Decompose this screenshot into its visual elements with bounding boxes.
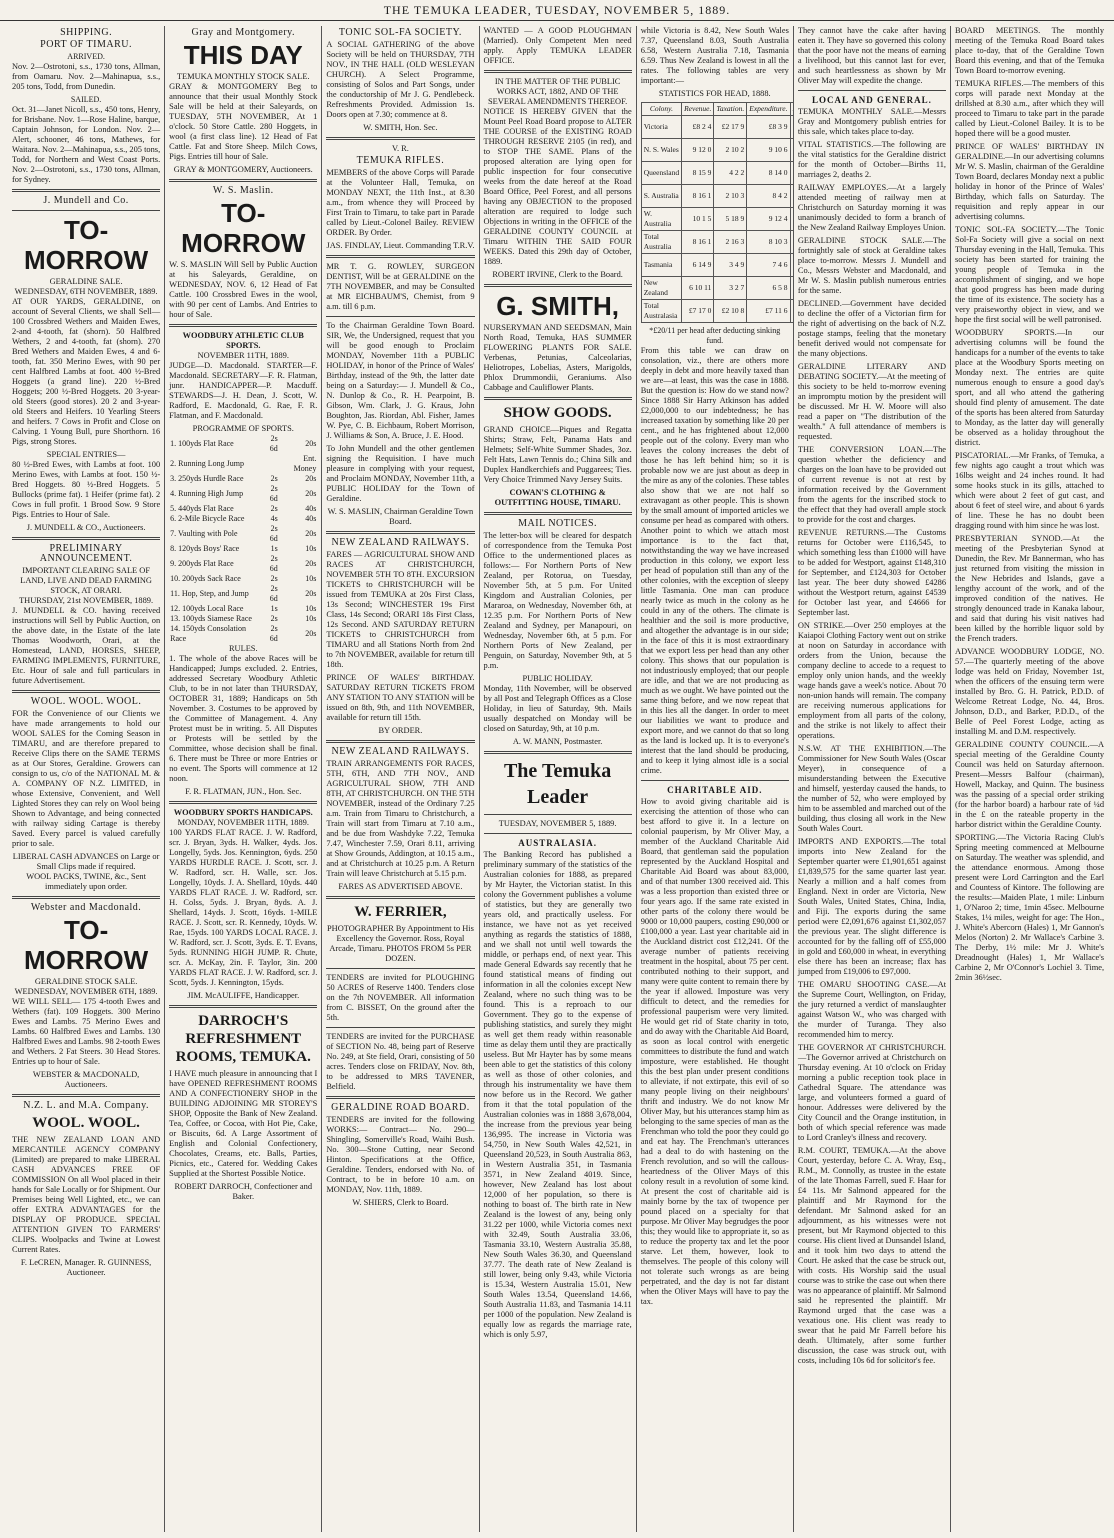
news-item: PRESBYTERIAN SYNOD.—At the meeting of the Presbyterian Synod at Dunedin, the Rev. Mr Bannerman, who has just returned from visiting the mission in the New Hebrides and Islands, gave a lengthy account of the work, and of the improved condition of the natives. He strongly denounced trade in Kanaka labour, and said that during his visit natives had been killed by the horrible liquor sold by the French traders. xyxy=(955,534,1105,643)
clearing-sale-title: IMPORTANT CLEARING SALE OF LAND, LIVE AND DEAD FARMING STOCK, AT ORARI. xyxy=(20,566,152,595)
statistics-cell: £7 17 0 xyxy=(682,300,714,323)
statistics-row xyxy=(641,231,794,254)
statistics-cell: Total Australia xyxy=(641,231,681,254)
programme-cell: 4s xyxy=(270,514,278,523)
local-item: RAILWAY EMPLOYES.—At a largely attended meeting of railway men at Christchurch on Saturday morning it was unanimously decided to form a branch of the New Zealand Railway Employes Union. xyxy=(797,183,947,232)
nzla-heading: N.Z. L. and M.A. Company. xyxy=(23,1100,149,1111)
columns xyxy=(8,26,1108,1532)
statistics-cell: 8 14 0 xyxy=(747,162,790,185)
geraldine-sale-date: WEDNESDAY, 6TH NOVEMBER, 1889. xyxy=(14,287,158,296)
statistics-cell: 8 16 1 xyxy=(682,231,714,254)
maslin-heading: W. S. Maslin. xyxy=(212,185,274,196)
proclamation-signature: W. S. MASLIN, Chairman Geraldine Town Board. xyxy=(327,507,474,526)
holiday-heading: PUBLIC HOLIDAY. xyxy=(522,674,593,683)
statistics-cell: 5 18 9 xyxy=(714,208,747,231)
fares-notice: FARES AS ADVERTISED ABOVE. xyxy=(338,882,463,891)
programme-cell: 20s xyxy=(305,559,317,568)
programme-cell: 2s xyxy=(270,614,278,623)
holiday-text: Monday, 11th November, will be observed by all Post and Telegraph Offices as a Close Holiday, in lieu of Saturday, 9th. Mails usually despatched on Monday will be closed on Saturday, 9th, at 10 p.m. xyxy=(483,684,632,733)
news-item: TEMUKA RIFLES.—The members of this corps will parade next Monday at the drillshed at 8.30 a.m., after which they will proceed to Timaru to take part in the parade called by Lieut.-Colonel Bailey. It is to be hoped there will be a good muster. xyxy=(955,79,1105,138)
webster-sale-text: WE WILL SELL— 175 4-tooth Ewes and Wethers (fat). 109 Hoggets. 300 Merino Ewes and Lambs. 75 Merino Ewes and Lambs. 60 Halfbred Ewes and Lambs. 130 Halfbred Ewes and Lambs. 98 2-tooth Ewes and Wethers. 2 Fat Steers. 30 Head Stores. Entries up to hour of Sale. xyxy=(12,997,161,1066)
statistics-cell: £2 10 8 xyxy=(714,300,747,323)
column-3 xyxy=(322,26,479,1532)
statistics-cell: Victoria xyxy=(641,116,681,139)
woodbury-date: NOVEMBER 11TH, 1889. xyxy=(197,351,289,360)
rifles-heading: TEMUKA RIFLES. xyxy=(356,155,445,166)
programme-cell: 20s xyxy=(305,489,317,498)
sailed-heading: SAILED. xyxy=(70,95,102,104)
wool-packs: WOOL PACKS, TWINE, &c., Sent immediately upon order. xyxy=(26,872,146,891)
programme-row xyxy=(169,524,317,544)
liberal-advances: LIBERAL CASH ADVANCES on Large or Small Clips made if required. xyxy=(12,852,160,871)
paper-nameplate: The Temuka Leader xyxy=(503,760,612,808)
prelim-heading: PRELIMINARY ANNOUNCEMENT. xyxy=(39,543,133,564)
statistics-cell: 2 16 3 xyxy=(714,231,747,254)
webster-signature: WEBSTER & MACDONALD, Auctioneers. xyxy=(32,1070,140,1089)
statistics-row xyxy=(641,254,794,277)
handicaps-date: MONDAY, NOVEMBER 11TH, 1889. xyxy=(177,818,309,827)
programme-row xyxy=(169,614,317,624)
show-goods-heading: SHOW GOODS. xyxy=(503,405,612,421)
board-meetings-heading: BOARD MEETINGS. xyxy=(955,26,1041,35)
statistics-caption: STATISTICS FOR HEAD, 1888. xyxy=(658,89,771,98)
programme-cell: 10. 200yds Sack Race xyxy=(170,574,241,583)
statistics-cell: 9 10 6 xyxy=(747,139,790,162)
statistics-cell: 9 12 4 xyxy=(747,208,790,231)
wool-wool-title: WOOL. WOOL. xyxy=(32,1115,140,1131)
local-item: DECLINED.—Government have decided to decline the offer of a Victorian firm for the right of advertising on the back of N.Z. postage stamps, feeling that the monetary benefit derived would not compensate for the many objections. xyxy=(797,299,947,358)
tender-ploughing: TENDERS are invited for PLOUGHING 50 ACRES of Reserve 1400. Tenders close on the 7th NOVEMBER. All information from C. BISSET, On the ground after the 5th. xyxy=(326,973,475,1022)
prince-tickets-text: PRINCE OF WALES' BIRTHDAY. SATURDAY RETURN TICKETS FROM ANY STATION TO ANY STATION will be issued on 8th, 9th, and 11th NOVEMBER, available for return till 15th. xyxy=(326,673,475,722)
column-6 xyxy=(794,26,951,1532)
programme-cell: 2s 6d xyxy=(269,584,278,603)
rules-heading: RULES. xyxy=(228,644,258,653)
webster-tomorrow-title: TO-MORROW xyxy=(23,915,149,975)
statistics-row xyxy=(641,208,794,231)
handicapper-signature: JIM. McAULIFFE, Handicapper. xyxy=(187,991,300,1000)
mail-text: The letter-box will be cleared for despatch of correspondence from the Temuka Post Office to the undermentioned places as follows:— For Northern Ports of New Zealand, per Rotorua, on Tuesday, November 5th, at 5 p.m. For United Kingdom and Australian Colonies, per Mararoa, on Wednesday, November 6th, at 12.35 p.m. For Northern Ports of New Zealand and Sydney, per Manapouri, on Wednesday, November 6th, at 5 p.m. For Northern Ports of New Zealand, per Penguin, on Saturday, November 9th, at 5 p.m. xyxy=(483,531,632,670)
local-item: THE GOVERNOR AT CHRISTCHURCH.—The Governor arrived at Christchurch on Thursday evening. At 10 o'clock on Friday morning a public reception took place in Cathedral Square. The attendance was large, and volunteers formed a guard of honour. Addresses were delivered by the City Council and the Orange institution, in both of which special reference was made to Lord Cranley's illness and recovery. xyxy=(797,1043,947,1142)
gm-signature: GRAY & MONTGOMERY, Auctioneers. xyxy=(173,165,313,174)
arrived-heading: ARRIVED. xyxy=(67,52,105,61)
local-general-heading: LOCAL AND GENERAL. xyxy=(812,95,932,105)
column-4 xyxy=(480,26,637,1532)
programme-heading: PROGRAMME OF SPORTS. xyxy=(192,424,294,433)
proclamation: To John Mundell and the other gentlemen signing the Requisition. I have much pleasure in complying with your request, and Proclaim MONDAY, November 11th, a PUBLIC HOLIDAY for the Town of Geraldine. xyxy=(326,444,475,503)
public-works-heading: IN THE MATTER OF THE PUBLIC WORKS ACT, 1882, AND OF THE SEVERAL AMENDMENTS THEREOF. xyxy=(488,77,628,106)
programme-cell: 20s xyxy=(305,439,317,448)
statistics-cell: 8 15 9 xyxy=(682,162,714,185)
column-2 xyxy=(165,26,322,1532)
programme-cell: 1. 100yds Flat Race xyxy=(170,439,234,448)
darroch-heading: DARROCH'S REFRESHMENT ROOMS, TEMUKA. xyxy=(175,1013,311,1065)
tonic-signature: W. SMITH, Hon. Sec. xyxy=(363,123,438,132)
statistics-row xyxy=(641,116,794,139)
darroch-text: I HAVE much pleasure in announcing that I have OPENED REFRESHMENT ROOMS AND A CONFECTIONERY SHOP in the BUILDING ADJOINING MR STOREY'S SHOP, Opposite the Bank of New Zealand. Tea, Coffee, or Cocoa, with Hot Pie, Cake, or Biscuits, 6d. A Large Assortment of English and Colonial Confectionery, Chocolates, Creams, etc. Balls, Parties, Picnics, etc., Catered for. Wedding Cakes Supplied at the Shortest Possible Notice. xyxy=(169,1069,318,1178)
statistics-row xyxy=(641,185,794,208)
geraldine-sale-title: GERALDINE SALE. xyxy=(49,277,123,286)
programme-cell: 3. 250yds Hurdle Race xyxy=(170,474,244,483)
local-items xyxy=(798,107,946,1366)
statistics-cell: 4 2 2 xyxy=(714,162,747,185)
rifles-vr: V. R. xyxy=(392,144,409,153)
column-5 xyxy=(637,26,794,1532)
rifles-text: MEMBERS of the above Corps will Parade at the Volunteer Hall, Temuka, on MONDAY NEXT, the 11th Inst., at 8.30 a.m., from whence they will Proceed by First Train to Timaru, to take part in Parade called by Lieut.-Colonel Bailey. REVIEW ORDER. By Order. xyxy=(326,168,475,237)
statistics-cell: Queensland xyxy=(641,162,681,185)
road-board-heading: GERALDINE ROAD BOARD. xyxy=(331,1102,470,1113)
woodbury-officials: JUDGE—D. Macdonald. STARTER—F. Macdonald. SECRETARY—F. R. Flatman, junr. HANDICAPPER—P. Macduff. STEWARDS—J. H. Dean, J. Scott, W. Radford, E. Macdonald, G. Rae, F. R. Flatman, and F. Macdonald. xyxy=(169,361,318,420)
programme-row xyxy=(169,554,317,574)
statistics-header: Colony. xyxy=(641,103,681,116)
news-item: SPORTING.—The Victoria Racing Club's Spring meeting commenced at Melbourne on Saturday. The weather was splendid, and the attendance enormous. Among those present were Lord Carrington and the Earl and Countess of Kintore. The following are the results:—Maiden Plate, 1 mile: Linburn 1, O'Naroo 2; time, 1min 45sec. Melbourne Stakes, 1¼ miles, weight for age: The Hon., J. White's Abercorn (Hales) 1, Mr Gannon's Melos (Norton) 2. Mr Wallace's Carbine 3. The Derby, 1½ mile: Mr J. White's Dreadnought (Hales) 1, Mr Wallace's Carbine 2, Mr O'Connor's Lochiel 3. Time, 2min 36½sec. xyxy=(955,833,1105,982)
column-1 xyxy=(8,26,165,1532)
local-item: R.M. COURT, TEMUKA.—At the above Court, yesterday, before C. A. Wray, Esq., R.M., M. Connolly, as trustee in the estate of the late Thomas Farrell, sued F. Haar for £4 11s. Mr Salmond appeared for the plaintiff and Mr Raymond for the defendant. Mr Salmond asked for an adjournment, as his witnesses were not present, but Mr Raymond objected to this course. His client lived at Dunsandel Island, and it took him two days to attend the Court. He asked that the case be struck out, with costs. His Worship said the usual course was to strike the case out when there was no appearance of plaintiff. Mr Salmond said he represented the plaintiff. Mr Raymond urged that the case was a vexatious one. His client was ready to swear that he paid Mr Farrell before his death. Ultimately, after some further discussion, the case was struck out, with costs, including 10s 6d for solicitor's fee. xyxy=(797,1146,947,1365)
local-item: GERALDINE LITERARY AND DEBATING SOCIETY.—At the meeting of this society to be held to-morrow evening an impromptu motion by the president will be discussed. Mr H. W. Moore will also read a paper on "The distribution of the wealth." A full attendance of members is requested. xyxy=(797,362,947,441)
statistics-cell: £8 2 4 xyxy=(682,116,714,139)
statistics-cell: N. S. Wales xyxy=(641,139,681,162)
tender-section: TENDERS are invited for the PURCHASE of SECTION No. 48, being part of Reserve No. 249, at Ste field, Orari, consisting of 50 acres. Tenders close on FRIDAY, Nov. 8th, to be addressed to MRS TAVENER, Belfield. xyxy=(326,1032,475,1091)
programme-row xyxy=(169,624,317,644)
programme-cell: 1s xyxy=(270,604,278,613)
tomorrow-title: TO-MORROW xyxy=(23,215,149,275)
programme-cell: 14. 150yds Consolation Race xyxy=(170,624,246,643)
local-item: VITAL STATISTICS.—The following are the vital statistics for the Geraldine district for the month of October—Births 11, marriages 2, deaths 2. xyxy=(797,140,947,179)
ferrier-heading: W. FERRIER, xyxy=(354,904,447,920)
handicaps-text: 100 YARDS FLAT RACE. J. W. Radford, scr. J. Bryan, 3yds. H. Walker, 4yds. Jos. Longelly, 5yds. Jos. Kennington, 6yds. 250 YARDS HURDLE RACE. J. Scott, scr. J. W. Radford, scr. H. Walle, scr. Jos. Longelly, 10yds. J. A. Shellard, 10yds. 440 YARDS FLAT RACE. J. W. Radford, scr. H. Colss, 5yds. J. Bryan, 8yds. A. J. Shellard, 14yds. J. Scott, 16yds. 1-MILE RACE. J. Scott, scr. R. Kennedy, 10yds. W. Rae, 15yds. 100 YARDS LOCAL RACE. J. W. Radford, scr. J. Scott, 3yds. E. T. Evans, 5yds. RUNNING HIGH JUMP. R. Chute, scr. A. McKay, 2in. F. Taylor, 3in. 200 YARDS FLAT RACE. J. W. Radford, scr. J. Scott, 5yds. J. Kennington, 15yds. xyxy=(169,828,318,987)
maslin-tomorrow-title: TO-MORROW xyxy=(181,198,306,258)
special-entries-heading: SPECIAL ENTRIES— xyxy=(46,450,126,459)
local-item: THE OMARU SHOOTING CASE.—At the Supreme Court, Wellington, on Friday, the jury returned a verdict of manslaughter against Watson W., who was charged with the murder of Turanga. They also recommended him to mercy. xyxy=(797,980,947,1039)
local-item: GERALDINE STOCK SALE.—The fortnightly sale of stock at Geraldine takes place to-morrow. Messrs J. Mundell and Co., Messrs Webster and Macdonald, and Mr W. S. Maslin publish numerous entries for the same. xyxy=(797,236,947,295)
wool-heading: WOOL. WOOL. WOOL. xyxy=(30,696,142,707)
webster-sale-date: WEDNESDAY, NOVEMBER 6TH, 1889. xyxy=(14,987,158,996)
programme-cell: 20s xyxy=(305,589,317,598)
programme-cell: 10s xyxy=(305,614,317,623)
programme-cell: 13. 100yds Siamese Race xyxy=(170,614,252,623)
statistics-cell: 8 16 1 xyxy=(682,185,714,208)
tonic-text: A SOCIAL GATHERING of the above Society will be held on THURSDAY, 7TH NOV., IN THE HALL (OLD WESLEYAN CHURCH). A Select Programme, consisting of Solos and Part Songs, under the conductorship of Mr J. G. Pendlebeck. Refreshments Provided. Admission 1s. Doors open at 7.30; commence at 8. xyxy=(326,40,475,119)
programme-row xyxy=(169,454,317,474)
local-item: THE CONVERSION LOAN.—The question whether the deficiency and charges on the loan have to be provided out of current revenue is not at rest by information received by the Government from the agents for the inscribed stock to the effect that they had overall ample stock to provide for the cost and charges. xyxy=(797,445,947,524)
programme-cell: 2s xyxy=(270,504,278,513)
road-board-text: TENDERS are invited for the following WORKS:— Contract— No. 290—Shingling, Somerville's Road, Waihi Bush. No. 300—Stone Cutting, near Second Hinton. Specifications at the Office, Geraldine. Tenders, endorsed with No. of Contract, to be in before 10 a.m. on MONDAY, Nov. 11th, 1889. xyxy=(326,1115,475,1194)
railways2-heading: NEW ZEALAND RAILWAYS. xyxy=(331,746,470,757)
programme-cell: 12. 100yds Local Race xyxy=(170,604,244,613)
monthly-sale-title: TEMUKA MONTHLY STOCK SALE. xyxy=(176,72,310,81)
gm-heading: Gray and Montgomery. xyxy=(191,27,295,38)
by-order: BY ORDER. xyxy=(378,726,423,735)
news-item: TONIC SOL-FA SOCIETY.—The Tonic Sol-Fa Society will give a social on next Thursday evening in the Hall, Temuka. This society has been started for training the young people of Temuka in the accomplishment of singing, and we hope that good progress has been made during the time of its existence. The society has a very praiseworthy object in view, and we hope the first social will be well patronised. xyxy=(955,225,1105,324)
programme-row xyxy=(169,504,317,514)
webster-sale-title: GERALDINE STOCK SALE. xyxy=(34,977,138,986)
this-day-title: THIS DAY xyxy=(183,40,303,70)
wool-text: FOR the Convenience of our Clients we have made arrangements to hold our WOOL SALES for the Coming Season in TIMARU, and are therefore prepared to Receive Clips there on the SAME TERMS as at Our Stores, Geraldine. Growers can consign to us, c/o of the NATIONAL M. & A. COMPANY OF N.Z. LIMITED, in whose Extensive, Convenient, and Well Lighted Stores they can rely on Wool being Shown to Advantage, and being connected with railway siding Cartage is thereby Saved. Every parcel is valued carefully prior to sale. xyxy=(12,709,161,848)
statistics-header: Taxation. xyxy=(714,103,747,116)
darroch-signature: ROBERT DARROCH, Confectioner and Baker. xyxy=(174,1182,313,1201)
show-goods-text: GRAND CHOICE—Piques and Regatta Shirts; Straw, Felt, Panama Hats and Helmets; Self-White Summer Shades, 3oz. Felt Hats, Lawn Tennis do.; China Silk and Duplex Handkerchiefs and Puggarees; Ties. Very Choice Trimmed Navy Jersey Suits. xyxy=(483,425,632,484)
programme-cell: 2s 6d xyxy=(269,434,278,453)
smith-heading: G. SMITH, xyxy=(496,291,619,321)
webster-heading: Webster and Macdonald. xyxy=(30,902,142,913)
paper-date: TUESDAY, NOVEMBER 5, 1889. xyxy=(498,819,617,828)
col7-items xyxy=(955,79,1104,983)
programme-row xyxy=(169,514,317,524)
programme-cell: 2s 6d xyxy=(269,484,278,503)
programme-row xyxy=(169,544,317,554)
statistics-cell: Tasmania xyxy=(641,254,681,277)
programme-cell: Ent. Money xyxy=(293,454,317,473)
nzla-signature: F. LeCREN, Manager. R. GUINNESS, Auctioneer. xyxy=(20,1258,152,1277)
programme-cell: 4. Running High Jump xyxy=(170,489,244,498)
statistics-cell: 7 4 6 xyxy=(747,254,790,277)
programme-cell: 7. Vaulting with Pole xyxy=(170,529,238,538)
local-item: REVENUE RETURNS.—The Customs returns for October were £116,545, to which something less than £1000 will have to be added for Westport, against £148,310 for September, and £124,303 for October last year. The beer duty showed £4286 without the Westport return, against £4539 for October last year, and £4666 for September last. xyxy=(797,528,947,617)
programme-row xyxy=(169,474,317,484)
mundell-heading: J. Mundell and Co. xyxy=(43,195,129,206)
statistics-cell: £8 3 9 xyxy=(747,116,790,139)
programme-row xyxy=(169,584,317,604)
statistics-cell: 10 1 5 xyxy=(682,208,714,231)
statistics-cell: 3 2 7 xyxy=(714,277,747,300)
programme-cell: 2s 6d xyxy=(269,554,278,573)
cowan-name: COWAN'S CLOTHING & OUTFITTING HOUSE, TIMARU. xyxy=(494,488,621,507)
programme-cell: 2s 6d xyxy=(269,624,278,643)
statistics-row xyxy=(641,139,794,162)
tonic-heading: TONIC SOL-FA SOCIETY. xyxy=(338,27,462,38)
statistics-cell: 6 10 11 xyxy=(682,277,714,300)
ferrier-text: PHOTOGRAPHER By Appointment to His Excellency the Governor. Ross, Royal Arcade, Timaru. PHOTOS FROM 5s PER DOZEN. xyxy=(326,924,474,963)
holiday-signature: A. W. MANN, Postmaster. xyxy=(512,737,603,746)
mundell-signature: J. MUNDELL & CO., Auctioneers. xyxy=(26,523,146,532)
statistics-cell: 3 4 9 xyxy=(714,254,747,277)
public-works-text: NOTICE IS HEREBY GIVEN that the Mount Peel Road Board propose to ALTER THE COURSE of the EXISTING ROAD THROUGH RESERVE 2105 (in red), and to STOP THE SAME. Plans of the proposed alteration are lying open for public inspection for four consecutive weeks from the date hereof at the Road Board Office, Peel Forest, and all persons having any OBJECTION to the proposed alteration are required to lodge such Objections in writing in the OFFICE of the GERALDINE COUNTY COUNCIL at Timaru WITHIN THE SAID FOUR WEEKS. Dated this 29th day of October, 1889. xyxy=(483,107,632,266)
board-meetings-body: The monthly meeting of the Temuka Road Board takes place to-day, that of the Geraldine Town Board this evening, and that of the Temuka Town Board to-morrow evening. xyxy=(955,26,1105,75)
statistics-commentary: From this table we can draw on consolation, viz., there are others more deeply in debt and more heavily taxed than we are—at least, this was the case in 1888. But the question is: How do we stand now? Since 1888 Sir Harry Atkinson has added £2,000,000 to our indebtedness; he has increased taxation by something like 20 per cent., and he has frightened about 12,000 people out of the colony. Every man who leaves the colony increases the debt of those he has left behind him; so it is probable now we are just about as deep in the mire as any of the colonies. These tables also show that we are not half so extravagant as other people. This is shown by the small amount of imported articles we consume per head as compared with others. Another point to which we attach most importance is to the fact that, notwithstanding the way we have increased production in this colony, we export less per head of population still than any of the other colonies, with the exception of sleepy little Tasmania. One man can produce nearly twice as much in the colony as he could in any of the others. The climate is healthier and the soil is more productive, and altogether the advantage is in our side; in the face of this it is most extraordinary that we export less per head than any other colony. This shows that our population is not industriously employed; that our people are idle, and that we are not producing as much as we ought. We have pointed out the same thing before, and we now repeat that in this lies all the danger. In order to meet our liabilities we want to produce and export more, and we cannot do that so long as the land is locked up. It is to everyone's interest that the land should be producing, and to keep it lying almost idle is a social crime. xyxy=(640,346,789,775)
news-item: PISCATORIAL.—Mr Franks, of Temuka, a few nights ago caught a trout which was 16lbs weight and 24 inches round. It had some hooks stuck in its gills, attached to which were about 2 feet of gut cast, and about 6 feet of steel wire, and about 6 yards of line. These he has no doubt been dragging round with him since he was lost. xyxy=(955,451,1105,530)
local-item: TEMUKA MONTHLY SALE.—Messrs Gray and Montgomery publish entries for this sale, which takes place to-day. xyxy=(797,107,947,136)
nzla-text: THE NEW ZEALAND LOAN AND MERCANTILE AGENCY COMPANY (Limited) are prepared to make LIBERAL CASH ADVANCES FREE OF COMMISSION On all Wool placed in their hands for Sale Locally or for Shipment. Our Premises being Well Lighted, etc., we can offer EXTRA ADVANTAGES for the DISPLAY OF PRODUCE. SPECIAL ATTENTION GIVEN TO FARMERS' CLIPS. Woolpacks and Twine at Lowest Current Rates. xyxy=(12,1135,161,1254)
local-item: N.S.W. AT THE EXHIBITION.—The Commissioner for New South Wales (Oscar Meyer), in consequence of a misunderstanding between the Executive and himself, yesterday caused the hands, to the number of 52, who were employed by him to be assembled and marched out of the building, thus closing all work in the New South Wales Court. xyxy=(797,744,947,833)
column-7 xyxy=(951,26,1108,1532)
arrived-list: Nov. 2—Ostrotoni, s.s., 1730 tons, Allman, from Oamaru. Nov. 2—Mahinapua, s.s., 205 tons, Todd, from Dunedin. xyxy=(12,62,161,91)
smith-text: NURSERYMAN AND SEEDSMAN, Main North Road, Temuka, HAS SUMMER FLOWERING PLANTS FOR SALE. Verbenas, Petunias, Calceolarias, Heliotropes, Lobelias, Asters, Marigolds, Phlox Drummondii, Geraniums. Also Cabbage and Cauliflower Plants. xyxy=(483,323,632,392)
orari-text: J. MUNDELL & CO. having received instructions will Sell by Public Auction, on the above date, in the Estate of the late Thomas Woodworth, Orari, at the Homestead, LAND, HORSES, SHEEP, FARMING IMPLEMENTS, FURNITURE, Etc. Hour of sale and full particulars in future Advertisement. xyxy=(12,606,161,685)
special-entries-text: 80 ½-Bred Ewes, with Lambs at foot. 100 Merino Ewes, with Lambs at foot. 150 ½-Bred Hoggets. 80 ½-Bred Hoggets. 5 Bullocks (prime fat). 1 Heifer (prime fat). 2 Cows in full profit. 1 Brood Sow. 9 Store Pigs. Entries to Hour of Sale. xyxy=(12,460,161,519)
rifles-signature: JAS. FINDLAY, Lieut. Commanding T.R.V. xyxy=(326,241,475,250)
shipping-heading: SHIPPING. xyxy=(60,27,113,38)
programme-cell: 2s xyxy=(270,574,278,583)
programme-cell: 40s xyxy=(305,514,317,523)
programme-cell: 1s xyxy=(270,544,278,553)
statistics-row xyxy=(641,300,794,323)
programme-row xyxy=(169,434,317,454)
port-heading: PORT OF TIMARU. xyxy=(40,39,132,50)
news-item: ADVANCE WOODBURY LODGE, NO. 57.—The quarterly meeting of the above lodge was held on Friday, November 1st, when the officers of the ensuing term were installed by Bro. G. H. Patrick, P.D.D. of Welcome Retreat Lodge, No. 44, Bros. Johnson, D.D., and Barker, P.D.D., of the Belle of Peel Forest Lodge, acting as installing M. and D.M. respectively. xyxy=(955,647,1105,736)
mail-heading: MAIL NOTICES. xyxy=(518,518,598,529)
programme-cell: 9. 200yds Flat Race xyxy=(170,559,234,568)
australasia-continued: while Victoria is 8.42, New South Wales 7.37, Queensland 8.03, South Australia 6.58, Western Australia 7.18, Tasmania 6.59. Thus New Zealand is lowest in all the rates. The following tables are very important:— xyxy=(640,26,789,85)
programme-cell: 5. 440yds Flat Race xyxy=(170,504,234,513)
road-board-signature: W. SHIERS, Clerk to Board. xyxy=(352,1198,449,1207)
wanted-ad: WANTED — A GOOD PLOUGHMAN (Married). Only Competent Men need apply. Apply TEMUKA LEADER OFFICE. xyxy=(483,26,632,65)
statistics-cell: Total Australasia xyxy=(641,300,681,323)
gm-text: GRAY & MONTGOMERY Beg to announce that their usual Monthly Stock Sale will be held at their Saleyards, on TUESDAY, 5TH NOVEMBER, At 1 o'clock. 50 Store Cattle. 280 Hoggets, in wool (a first class line). 12 Head of Fat Cattle. Fat and Store Sheep. Milch Cows, Pigs. Entries till hour of Sale. xyxy=(169,82,318,161)
statistics-cell: 8 4 2 xyxy=(747,185,790,208)
statistics-cell: S. Australia xyxy=(641,185,681,208)
programme-cell: 20s xyxy=(305,474,317,483)
charitable-aid-heading: CHARITABLE AID. xyxy=(667,785,763,795)
geraldine-sale-text: AT OUR YARDS, GERALDINE, on account of Several Clients, we shall Sell— 100 Crossbred Wethers and Maiden Ewes, 2-and 4-tooth, fat (shorn). 50 Halfbred Wethers, 2 and 4-tooth, fat (shorn). 270 Bred Wethers and Maiden Ewes, 4 and 6-tooth, fat. 350 Merino Ewes, with 90 per cent Halfbred Lambs at foot. 400 ½-Bred Hoggets (a grand line). 220 ½-Bred Hoggets; 200 ½-Bred Hoggets. 20 3-year-old Steers (good stores). 20 2 and 3-year-old Steers and Heifers. 10 Yearling Steers and heifers. 7 Cows in Profit and Close on Calving. 1 Young Bull, pure Shorthorn. 16 Pigs, strong Stores. xyxy=(12,297,161,446)
rowley-notice: MR T. G. ROWLEY, SURGEON DENTIST, Will be at GERALDINE on the 7TH NOVEMBER, and may be Consulted at MR EICHBAUM'S, Chemist, from 9 a.m. till 6 p.m. xyxy=(326,262,475,311)
statistics-cell: New Zealand xyxy=(641,277,681,300)
orari-date: THURSDAY, 21st NOVEMBER, 1889. xyxy=(19,596,154,605)
statistics-cell: W. Australia xyxy=(641,208,681,231)
statistics-cell: 2 10 2 xyxy=(714,139,747,162)
programme-cell: 20s xyxy=(305,529,317,538)
programme-cell: 40s xyxy=(305,504,317,513)
maslin-text: W. S. MASLIN Will Sell by Public Auction at his Saleyards, Geraldine, on WEDNESDAY, NOV. 6, 12 Head of Fat Cattle. 100 Crossbred Ewes in the wool, with 90 per cent of Lambs. And Entries to hour of Sale. xyxy=(169,260,318,319)
australasia-heading: AUSTRALASIA. xyxy=(518,838,597,848)
programme-cell: 2s 6d xyxy=(269,524,278,543)
programme-row xyxy=(169,484,317,504)
statistics-cell: £2 17 9 xyxy=(714,116,747,139)
programme-cell: 10s xyxy=(305,544,317,553)
programme-cell: 2s xyxy=(270,474,278,483)
board-meetings-text xyxy=(955,26,1104,76)
statistics-header: Revenue. xyxy=(682,103,714,116)
rules-text: 1. The whole of the above Races will be Handicapped; Jumps excluded. 2. Entries, addressed Secretary Woodbury Athletic Club, to be in not later than THURSDAY, OCTOBER 31, 1889; Handicaps on 5th November. 3. Costumes to be approved by the Committee of Management. 4. Any Protest must be in writing. 5. All Disputes or Protests will be settled by the Committee, whose decision shall be final. 6. There must be Three or more Entries or no event. The Sports will commence at 12 noon. xyxy=(169,654,318,783)
statistics-row xyxy=(641,277,794,300)
sailed-list: Oct. 31—Janet Nicoll, s.s., 450 tons, Henry, for Brisbane. Nov. 1—Rose Haline, barque, Captain Johnson, for London. Nov. 2—Alert, schooner, 46 tons, Mathews, for Waitara. Nov. 2—Mahinapua, s.s., 205 tons, Todd, for Northern and West Coast Ports. Nov. 2—Ostrotoni, s.s., 1730 tons, Allman, for Sydney. xyxy=(12,105,161,184)
programme-cell: 2. Running Long Jump xyxy=(170,459,244,468)
programme-cell xyxy=(260,454,278,474)
statistics-header: Expenditure. xyxy=(747,103,790,116)
statistics-cell: 2 10 3 xyxy=(714,185,747,208)
programme-cell: 20s xyxy=(305,629,317,638)
statistics-cell: 9 12 0 xyxy=(682,139,714,162)
statistics-cell: 6 14 9 xyxy=(682,254,714,277)
charitable-aid-continued: They cannot have the cake after having eaten it. They have so governed this colony that the poor have not the means of earning a livelihood, but this cannot last for ever, and such heartlessness as shown by Mr Oliver May will expedite the change. xyxy=(797,26,947,85)
railways-heading: NEW ZEALAND RAILWAYS. xyxy=(331,537,470,548)
programme-row xyxy=(169,604,317,614)
programme-cell: 11. Hop, Step, and Jump xyxy=(170,589,249,598)
flatman-signature: F. R. FLATMAN, JUN., Hon. Sec. xyxy=(185,787,302,796)
news-item: PRINCE OF WALES' BIRTHDAY IN GERALDINE.—In our advertising columns Mr W. S. Maslin, chairman of the Geraldine Town Board, declares Monday next a public holiday in honor of the Prince of Wales' Birthday, which falls on Saturday. The requisition and reply appear in our advertising columns. xyxy=(955,142,1105,221)
local-item: ON STRIKE.—Over 250 employes at the Kaiapoi Clothing Factory went out on strike at noon on Saturday in accordance with orders from the Union, because the company decline to accede to a request to employ only union hands, and the weekly wage hands gave a week's notice. About 70 non-union hands will remain. The company are receiving numerous applications for employment from all parts of the colony, and the strike is not likely to affect their operations. xyxy=(797,621,947,740)
statistics-cell: 8 10 3 xyxy=(747,231,790,254)
local-item: IMPORTS AND EXPORTS.—The total imports into New Zealand for the September quarter were £1,901,651 against £1,839,575 for the same quarter last year. Nearly a million and a half comes from England. Next in order are Victoria, New South Wales, United States, China, India, and Fiji. The exports during the same period were £2,091,676 against £1,302,057 the previous year. The slight difference is accounted for by the falling off of £55,000 in gold and £60,000 in wheat, in everything else there has been an increase; flax has jumped from £19,006 to £97,000. xyxy=(797,837,947,976)
charitable-aid-text: How to avoid giving charitable aid is exercising the attention of those who can best afford to give it. In a lecture on colonial pauperism, by Mr Oliver May, a member of the Auckland Charitable Aid Board, that gentleman said the population represented by the Auckland Hospital and Charitable Aid Board was about 83,000, and of that number 1300 received aid. This was a less proportion than existed three or four years ago. If the same rate existed in other parts of the colony there would be 9000 or 10,000 paupers, costing £90,000 or £100,000 a year. Last year charitable aid in the Auckland district cost £12,241. Of the average number of patients receiving treatment in the hospital, about 75 per cent. contributed nothing to their support, and many were quite content to remain there by the year if allowed. Imposture was very difficult to detect, and the remedies for professional pauperism were very limited. He would get rid of State charity in toto, and do away with the Charitable Aid Board, as soon as local control with energetic committees to distribute the fund and watch imposture, were established. He thought this the best plan under present conditions to alleviate, if not extirpate, this evil of so many people living on their neighbours' thrift and industry. We do not know Mr Oliver May, but his utterances stamp him as belonging to the same species of man as the Frenchman who told the poor they could go and eat hay. The Frenchman's utterances had a deal to do with hastening on the French revolution, and so will the callous-heartedness of the Oliver Mays of this colony result in a revolution of some kind. At present the cost of charitable aid is mainly borne by the tax of twopence per pound placed on a specialty for that purpose. Mr Oliver May begrudges the poor this; they would like to appropriate it, so as to reduce the property tax and let the poor starve. Let them, however, look to themselves. The people of this colony will not tolerate such wrongs as are being perpetrated, and the day is not far distant when the Oliver Mays will have to pay the tax. xyxy=(640,797,789,1306)
public-works-signature: ROBERT IRVINE, Clerk to the Board. xyxy=(492,270,623,279)
programme-row xyxy=(169,574,317,584)
statistics-row xyxy=(641,162,794,185)
news-item: GERALDINE COUNTY COUNCIL.—A special meeting of the Geraldine County Council was held on Saturday afternoon. Present—Messrs Balfour (chairman), Howell, Mackay, and Quinn. The business was the passing of a special order striking (for the harbor board) a harbour rate of ¼d in the £ on the rateable property in the harbor district within the Geraldine County. xyxy=(955,740,1105,829)
news-item: WOODBURY SPORTS.—In our advertising columns will be found the handicaps for a number of the events to take place at the Woodbury Sports meeting on Monday next. The entries are quite numerous enough to ensure a good day's sport, and all who attend the gathering should find plenty of amusement. The date of the sports has been altered from Saturday to Monday, as the latter day will generally be observed as a holiday throughout the district. xyxy=(955,328,1105,447)
statistics-cell: 6 5 8 xyxy=(747,277,790,300)
handicaps-heading: WOODBURY SPORTS HANDICAPS. xyxy=(173,808,313,817)
statistics-note: *£20/11 per head after deducting sinking fund. xyxy=(649,326,781,345)
woodbury-heading: WOODBURY ATHLETIC CLUB SPORTS. xyxy=(182,331,304,350)
page-header: THE TEMUKA LEADER, TUESDAY, NOVEMBER 5, 1889. xyxy=(0,0,1114,21)
programme-cell: 10s xyxy=(305,604,317,613)
australasia-text: The Banking Record has published a preliminary summary of the statistics of the Australian colonies for 1888, as prepared by Mr Hayter, the Victorian statist. In this colony the Government publishes a volume of statistics, but they are generally two years old, and practically useless. For instance, we have not as yet received anything as regards the statistics of 1888, and we shall not until well towards the middle, or perhaps end, of next year. This made General Edwards say recently that he found statistical means of finding out information in all the colonies except New Zealand, where no such thing was to be found. This is a reproach to our Government. They go to the expense of publishing statistics, and surely they might as well get them ready within reasonable time as delay them until they are practically useless. But Mr Hayter has by some means been able to get the statistics of this colony as well as those of other colonies, and through his instrumentality we have them now before us in the Record. We gather from it that the total population of the Australian colonies was in 1888 3,678,004, the increase from the previous year being 136,995. The increase in Victoria was 54,750, in New South Wales 42,521, in Queensland 20,523, in South Australia 863, in Western Australia 351, in Tasmania 3571, in New Zealand 4019. Since, however, New Zealand has lost about 12,000 of her population, so there is nothing to boast of. The birth rate in New Zealand is the lowest of any, being only 31.22 per 1000, while Victoria comes next with 32.49, South Australia 33.06, Tasmania 33.10, Western Australia 35.88, New South Wales 36.30, and Queensland 37.77. The death rate of New Zealand is still lower, being only 9.43, while Victoria is 15.34, Western Australia 15.01, New South Wales 13.54, Queensland 14.66, South Australia 11.83, and Tasmania 14.11 per 1000 of the population. New Zealand is equally low as regards the marriage rate, which is only 5.97, xyxy=(483,850,632,1339)
town-board-requisition: To the Chairman Geraldine Town Board. SIR, We, the Undersigned, request that you will be good enough to Proclaim MONDAY, November 11th a PUBLIC HOLIDAY, in honor of the Prince of Wales' Birthday, instead of the 9th, the latter date being on a Saturday:— J. Mundell & Co., N. Dunlop & Co., R. H. Pearpoint, B. Gibson, Wm. Clark, J. G. Kraus, John Boughton, Jas. Riordan, Abl. Fisher, James W. Pye, C. B. Eichbaum, Robert Morrison, J. Williams & Son, A. Bruce, J. E. Hood. xyxy=(326,321,475,440)
programme-cell: 10s xyxy=(305,574,317,583)
statistics-cell: £7 11 6 xyxy=(747,300,790,323)
statistics-table xyxy=(641,102,794,323)
programme-table xyxy=(169,434,317,644)
programme-cell: 8. 120yds Boys' Race xyxy=(170,544,240,553)
railways2-text: TRAIN ARRANGEMENTS FOR RACES, 5TH, 6TH, AND 7TH NOV., AND AGRICULTURAL SHOW, 7TH AND 8TH, AT CHRISTCHURCH. ON THE 5TH NOVEMBER, instead of the Ordinary 7.25 a.m. Train from Timaru to Christchurch, a Train will start from Timaru at 7.10 a.m., and be due from Washdyke 7.22, Temuka 7.47, Winchester 7.59, Orari 8.11, arriving at Show Grounds, Addington, at 10.15 a.m., and at Christchurch at 10.25 p.m. A Return Train will leave Christchurch at 5.15 p.m. xyxy=(326,759,475,878)
railways-text: FARES — AGRICULTURAL SHOW AND RACES AT CHRISTCHURCH, NOVEMBER 5TH TO 8TH. EXCURSION TICKETS to CHRISTCHURCH will be issued from TEMUKA at 20s First Class, 13s Second; WINCHESTER 19s First Class, 14s Second; ORARI 18s First Class, 12s Second. AND SATURDAY RETURN TICKETS to CHRISTCHURCH from TIMARU and all Stations North from 2nd to 7th NOVEMBER, available for return till 18th. xyxy=(326,550,475,669)
programme-cell: 6. 2-Mile Bicycle Race xyxy=(170,514,245,523)
